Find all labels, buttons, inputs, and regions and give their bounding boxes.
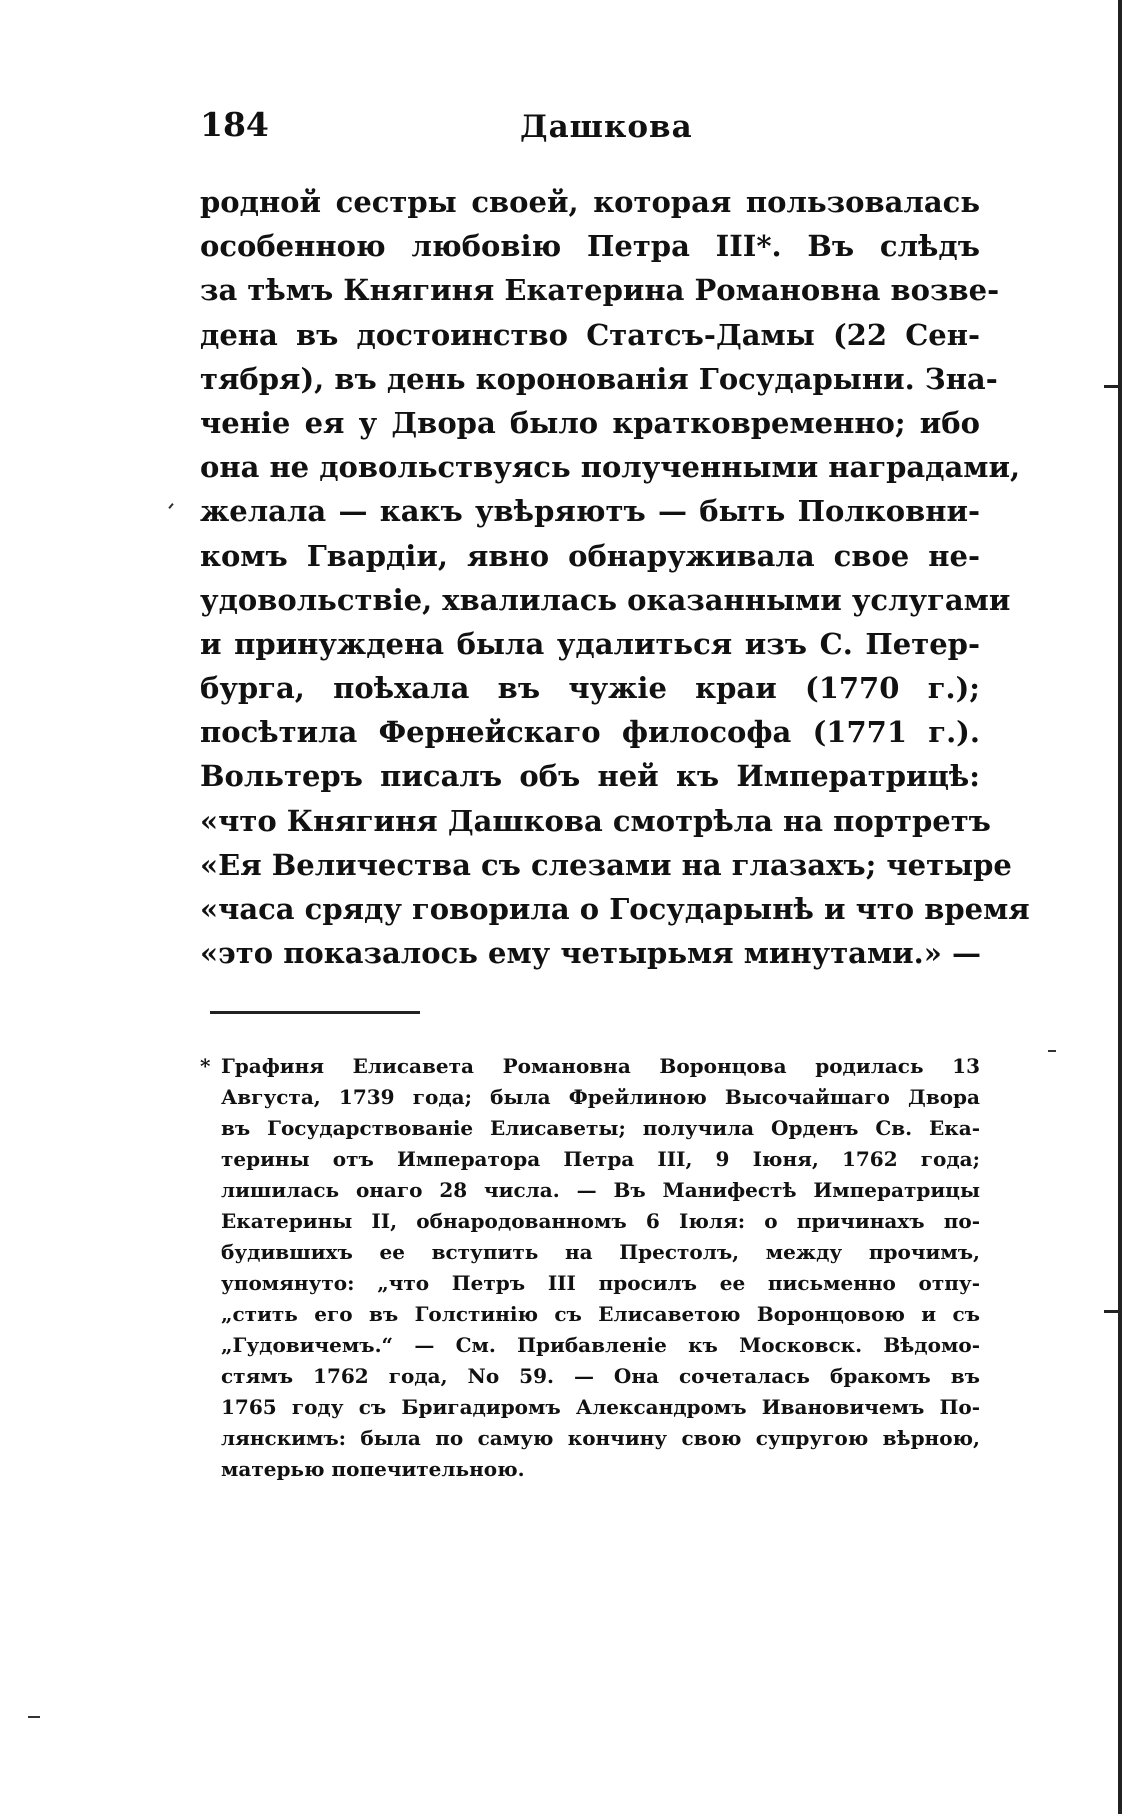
footnote-block (200, 1051, 980, 1485)
footnote-text: Графиня Елисавета Романовна Воронцова родилась 13 (221, 1054, 980, 1078)
body-line: Вольтеръ писалъ объ ней къ Императрицѣ: (200, 759, 980, 794)
stray-mark (1048, 1050, 1056, 1052)
footnote-line: 1765 году съ Бригадиромъ Александромъ Ивановичемъ По- (221, 1395, 980, 1419)
footnote-line: въ Государствованіе Елисаветы; получила Орденъ Св. Ека- (221, 1116, 980, 1140)
footnote-marker: * (200, 1054, 211, 1078)
footnote-line: лянскимъ: была по самую кончину свою супругою вѣрною, (221, 1426, 980, 1450)
body-line: удовольствіе, хвалилась оказанными услугами (200, 582, 1011, 617)
running-head: Дашкова (520, 109, 693, 145)
body-line: посѣтила Фернейскаго философа (1771 г.). (200, 715, 980, 750)
body-line: дена въ достоинство Статсъ-Дамы (22 Сен- (200, 317, 980, 352)
stray-mark (28, 1716, 40, 1718)
body-line: «что Княгиня Дашкова смотрѣла на портретъ (200, 803, 991, 838)
footnote-line: лишилась онаго 28 числа. — Въ Манифестѣ Императрицы (221, 1178, 980, 1202)
edge-notch (1104, 385, 1118, 388)
body-line: желала — какъ увѣряютъ — быть Полковни- (200, 494, 980, 529)
footnote-line: матерью попечительною. (221, 1457, 525, 1481)
body-line: комъ Гвардіи, явно обнаруживала свое не- (200, 538, 980, 573)
body-line: ченіе ея у Двора было кратковременно; ибо (200, 405, 980, 440)
body-line: она не довольствуясь полученными наградами, (200, 450, 1021, 485)
footnote-line: стямъ 1762 года, No 59. — Она сочеталась бракомъ въ (221, 1364, 980, 1388)
body-line: и принуждена была удалиться изъ С. Петер- (200, 626, 980, 661)
footnote-line: упомянуто: „что Петръ III просилъ ее письменно отпу- (221, 1271, 980, 1295)
page-edge-line (1118, 0, 1122, 1814)
footnote-line: Екатерины II, обнародованномъ 6 Іюля: о причинахъ по- (221, 1209, 980, 1233)
footnote-line: терины отъ Императора Петра III, 9 Іюня, 1762 года; (221, 1147, 980, 1171)
body-line: «часа сряду говорила о Государынѣ и что время (200, 892, 1030, 926)
body-line: тября), въ день коронованія Государыни. Зна- (200, 361, 998, 396)
page-number: 184 (200, 105, 269, 144)
body-line: особенною любовію Петра III*. Въ слѣдъ (200, 229, 980, 264)
body-line: «это показалось ему четырьмя минутами.» — (200, 936, 981, 971)
edge-notch (1104, 1310, 1118, 1313)
footnote-line (200, 1051, 980, 1082)
body-line: за тѣмъ Княгиня Екатерина Романовна возве- (200, 273, 1000, 308)
footnote-line: Августа, 1739 года; была Фрейлиною Высочайшаго Двора (221, 1085, 980, 1109)
body-line: «Ея Величества съ слезами на глазахъ; четыре (200, 847, 1012, 882)
footnote-line: будившихъ ее вступить на Престолъ, между прочимъ, (221, 1240, 980, 1264)
footnote-line: „стить его въ Голстинію съ Елисаветою Воронцовою и съ (221, 1302, 980, 1326)
stray-mark (168, 503, 173, 509)
footnote-line: „Гудовичемъ.“ — См. Прибавленіе къ Московск. Вѣдомо- (221, 1333, 980, 1357)
main-text-block (200, 180, 1030, 975)
footnote-separator (210, 1011, 420, 1014)
body-line: бурга, поѣхала въ чужіе краи (1770 г.); (200, 671, 980, 706)
body-line: родной сестры своей, которая пользовалась (200, 185, 980, 219)
